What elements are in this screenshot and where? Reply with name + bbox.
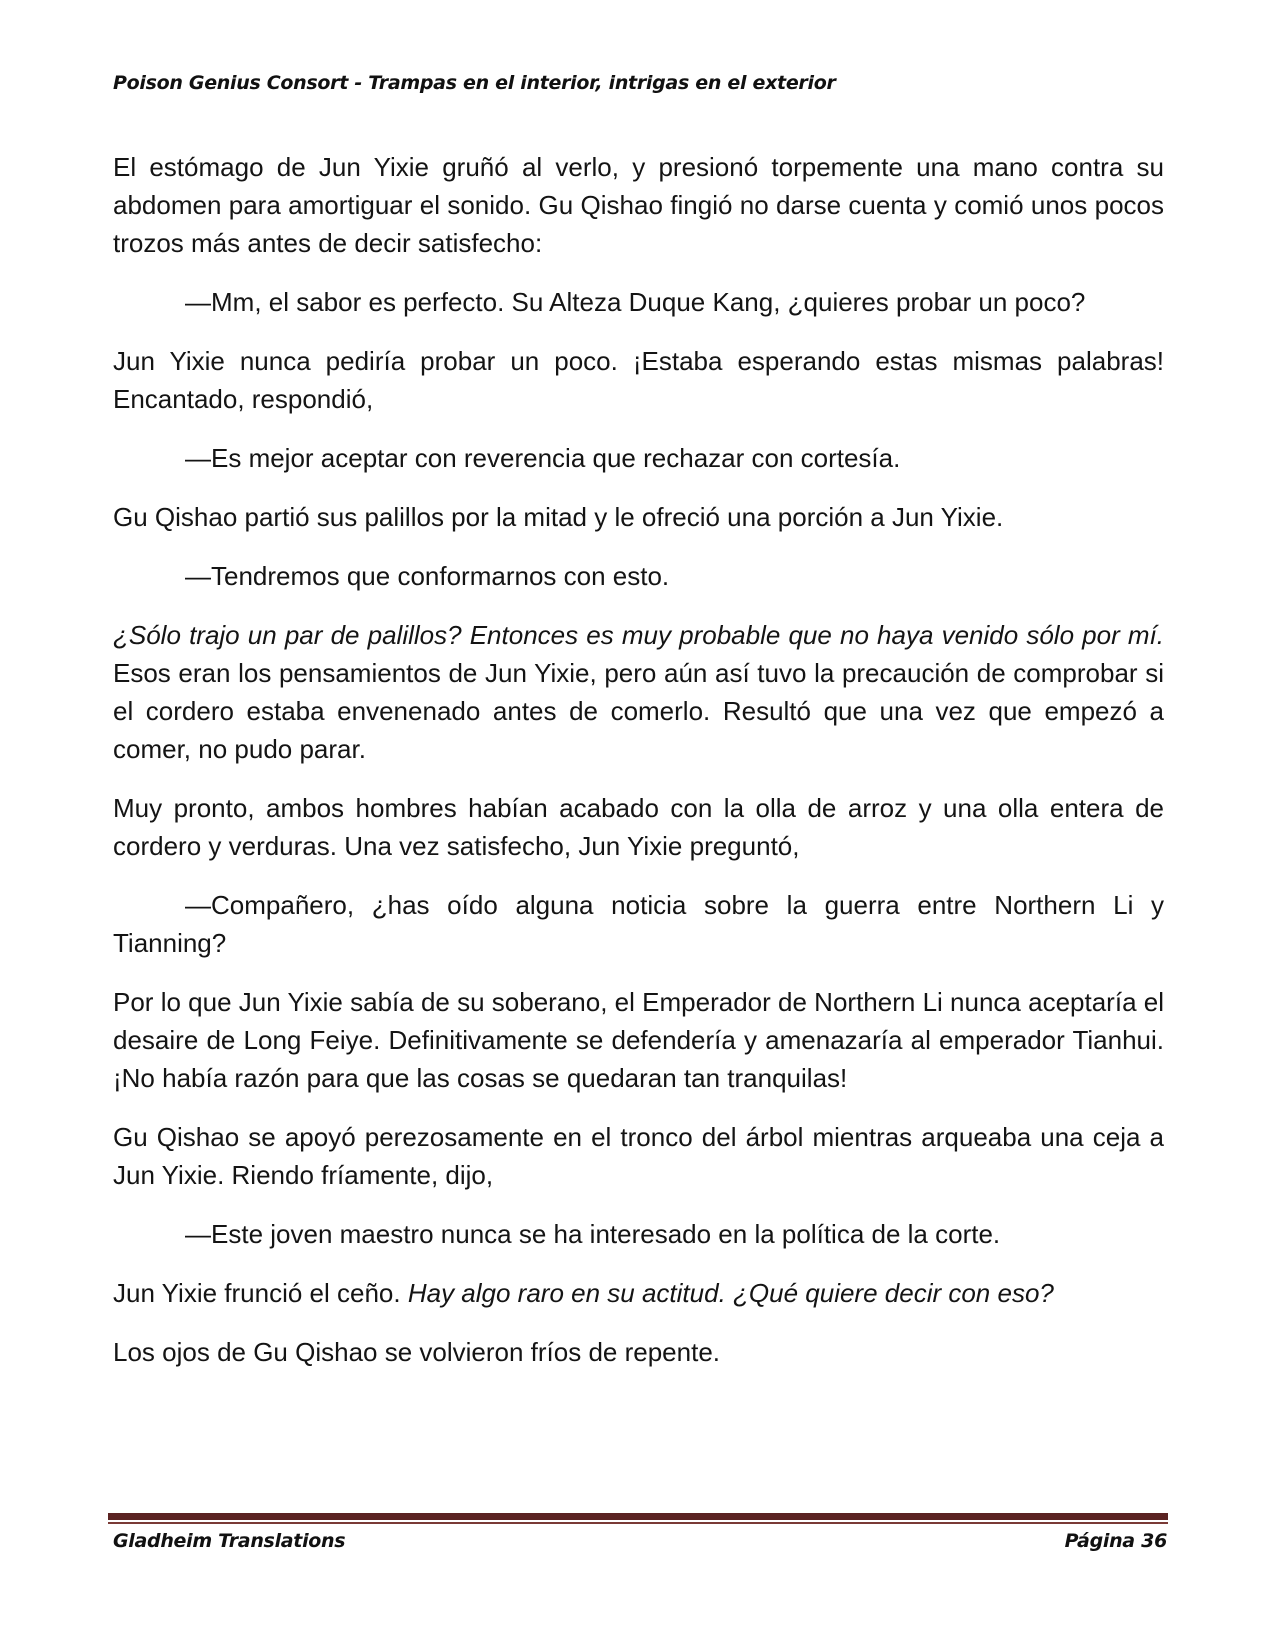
narration-paragraph xyxy=(113,1333,1164,1371)
italic-thought-text: ¿Sólo trajo un par de palillos? Entonces es muy probable que no haya venido sólo por mí. xyxy=(113,620,1164,650)
narration-paragraph xyxy=(113,148,1164,262)
italic-thought-text: Hay algo raro en su actitud. ¿Qué quiere decir con eso? xyxy=(407,1278,1054,1308)
paragraph-text: Jun Yixie nunca pediría probar un poco. ¡Estaba esperando estas mismas palabras! Encantado, respondió, xyxy=(113,346,1164,414)
dialogue-paragraph xyxy=(113,886,1164,962)
paragraph-text: Muy pronto, ambos hombres habían acabado con la olla de arroz y una olla entera de cordero y verduras. Una vez satisfecho, Jun Yixie preguntó, xyxy=(113,793,1164,861)
footer-divider xyxy=(108,1513,1168,1520)
page-header-title: Poison Genius Consort - Trampas en el interior, intrigas en el exterior xyxy=(113,72,836,94)
narration-paragraph xyxy=(113,1118,1164,1194)
dialogue-paragraph xyxy=(113,283,1164,321)
paragraph-text: El estómago de Jun Yixie gruñó al verlo, y presionó torpemente una mano contra su abdomen para amortiguar el sonido. Gu Qishao fingió no darse cuenta y comió unos pocos trozos más antes de decir satisfecho: xyxy=(113,152,1164,258)
dialogue-paragraph xyxy=(113,557,1164,595)
paragraph-text: —Tendremos que conformarnos con esto. xyxy=(185,561,670,591)
footer-publisher: Gladheim Translations xyxy=(113,1530,346,1552)
narration-paragraph xyxy=(113,789,1164,865)
footer-divider-thin xyxy=(108,1522,1168,1524)
paragraph-text: —Este joven maestro nunca se ha interesado en la política de la corte. xyxy=(185,1219,1001,1249)
document-body xyxy=(113,148,1164,1392)
paragraph-text: —Compañero, ¿has oído alguna noticia sobre la guerra entre Northern Li y Tianning? xyxy=(113,890,1164,958)
paragraph-text: Por lo que Jun Yixie sabía de su soberano, el Emperador de Northern Li nunca aceptaría el desaire de Long Feiye. Definitivamente se defendería y amenazaría al emperador Tianhui. ¡No había razón para que las cosas se quedaran tan tranquilas! xyxy=(113,987,1164,1093)
footer-page-number: Página 36 xyxy=(1064,1530,1167,1552)
narration-paragraph xyxy=(113,1274,1164,1312)
paragraph-text: Gu Qishao se apoyó perezosamente en el tronco del árbol mientras arqueaba una ceja a Jun Yixie. Riendo fríamente, dijo, xyxy=(113,1122,1164,1190)
paragraph-text: —Es mejor aceptar con reverencia que rechazar con cortesía. xyxy=(185,443,901,473)
dialogue-paragraph xyxy=(113,439,1164,477)
narration-paragraph xyxy=(113,616,1164,768)
paragraph-text: Jun Yixie frunció el ceño. xyxy=(113,1278,408,1308)
narration-paragraph xyxy=(113,498,1164,536)
paragraph-text: Los ojos de Gu Qishao se volvieron fríos de repente. xyxy=(113,1337,721,1367)
narration-paragraph xyxy=(113,983,1164,1097)
dialogue-paragraph xyxy=(113,1215,1164,1253)
narration-paragraph xyxy=(113,342,1164,418)
paragraph-text: Gu Qishao partió sus palillos por la mitad y le ofreció una porción a Jun Yixie. xyxy=(113,502,1004,532)
paragraph-text: —Mm, el sabor es perfecto. Su Alteza Duque Kang, ¿quieres probar un poco? xyxy=(185,287,1086,317)
paragraph-text: Esos eran los pensamientos de Jun Yixie, pero aún así tuvo la precaución de comprobar si el cordero estaba envenenado antes de comerlo. Resultó que una vez que empezó a comer, no pudo parar. xyxy=(113,658,1164,764)
